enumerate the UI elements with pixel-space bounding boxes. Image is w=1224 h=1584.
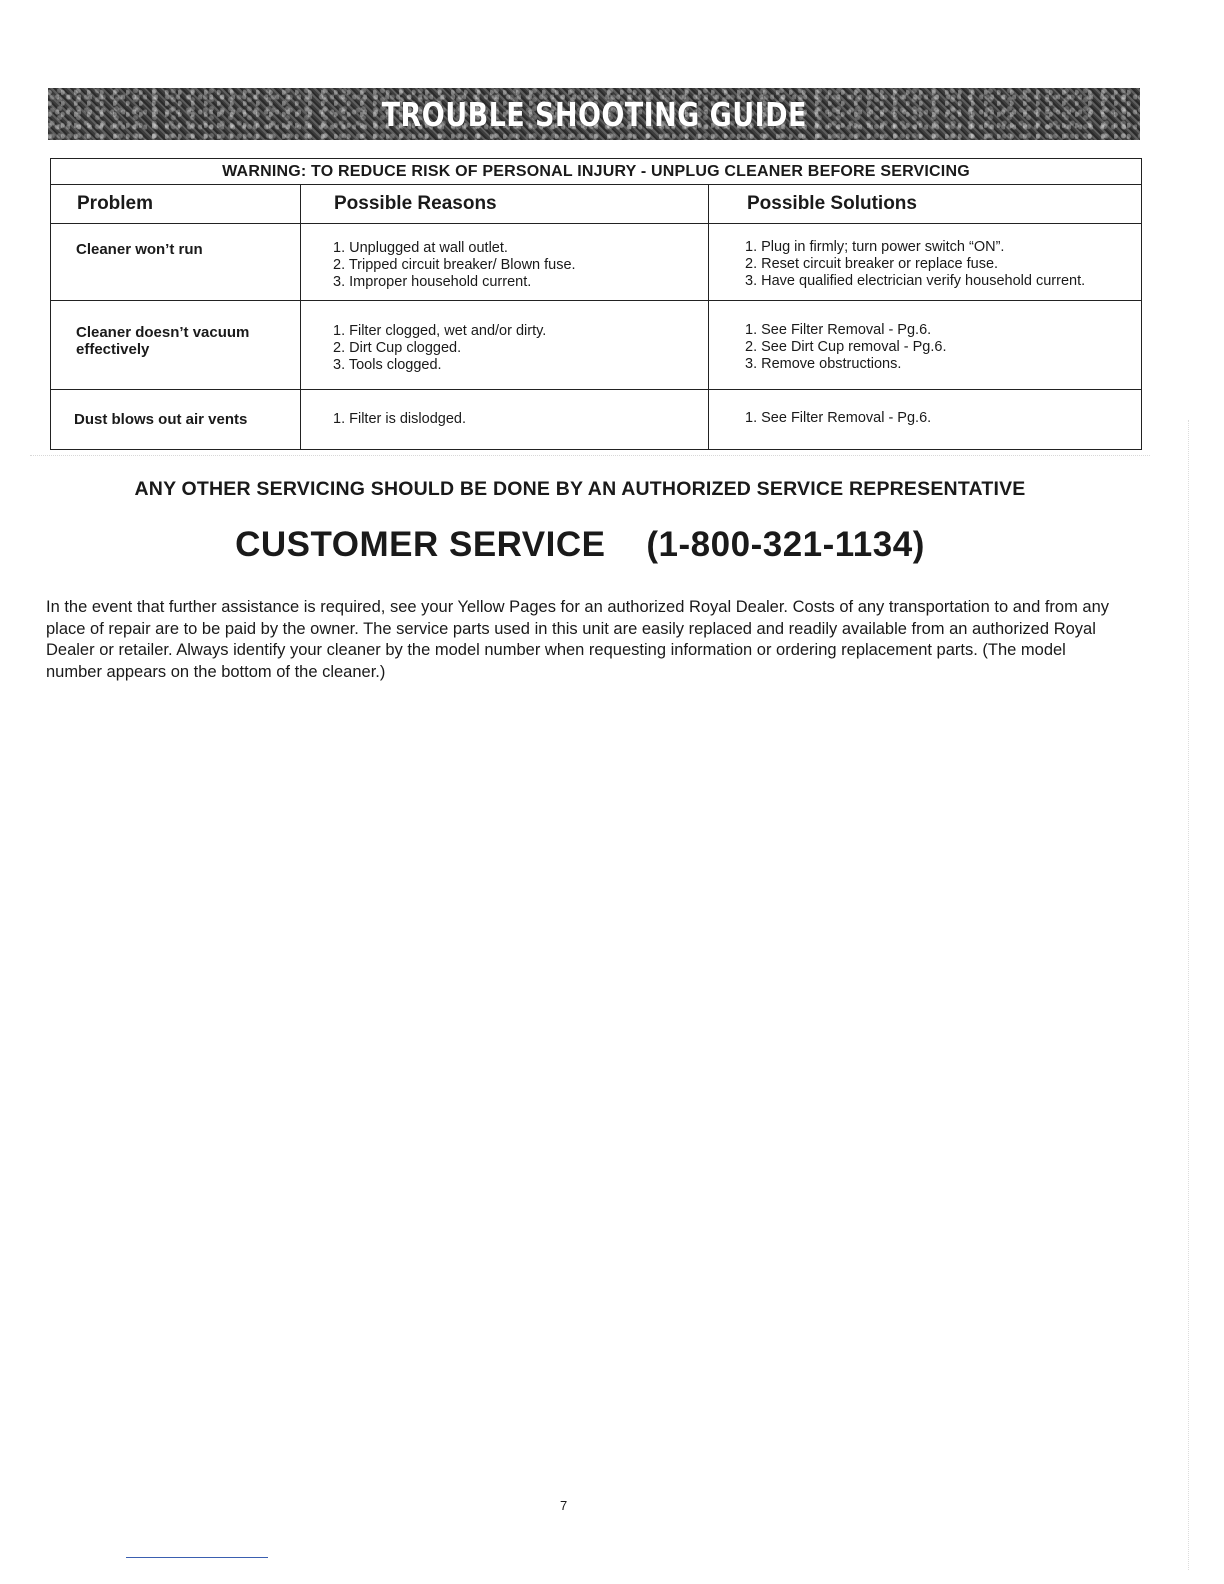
row-divider: [51, 389, 1141, 390]
separator-line: [30, 455, 1150, 456]
problem-cell: Cleaner doesn’t vacuum effectively: [76, 324, 250, 358]
solution-item: 2. See Dirt Cup removal - Pg.6.: [745, 339, 947, 355]
solution-item: 1. Plug in firmly; turn power switch “ON”.: [745, 239, 1005, 255]
page-title: TROUBLE SHOOTING GUIDE: [381, 94, 807, 134]
reason-item: 3. Improper household current.: [333, 274, 532, 290]
service-notice: ANY OTHER SERVICING SHOULD BE DONE BY AN AUTHORIZED SERVICE REPRESENTATIVE: [134, 478, 1026, 500]
solution-item: 3. Have qualified electrician verify household current.: [745, 273, 1086, 289]
solutions-cell: [745, 410, 931, 427]
column-divider: [300, 185, 301, 450]
warning-divider: [51, 184, 1141, 185]
reasons-cell: [333, 240, 576, 291]
scan-edge-line: [1188, 420, 1189, 1570]
reason-item: 3. Tools clogged.: [333, 357, 442, 373]
title-banner: [48, 88, 1140, 140]
reason-item: 1. Filter clogged, wet and/or dirty.: [333, 323, 547, 339]
solution-item: 3. Remove obstructions.: [745, 356, 902, 372]
assistance-paragraph: In the event that further assistance is required, see your Yellow Pages for an authorized Royal Dealer. Costs of any transportation to and from any place of repair are to be paid by the owner. The service parts used in this unit are easily replaced and readily available from an authorized Royal Dealer or retailer. Always identify your cleaner by the model number when requesting information or ordering replacement parts. (The model number appears on the bottom of the cleaner.): [46, 598, 1110, 681]
warning-text: WARNING: TO REDUCE RISK OF PERSONAL INJURY - UNPLUG CLEANER BEFORE SERVICING: [222, 163, 970, 180]
problem-cell: Cleaner won’t run: [76, 241, 203, 258]
solutions-cell: [745, 322, 946, 373]
reason-item: 2. Dirt Cup clogged.: [333, 340, 462, 356]
solution-item: 1. See Filter Removal - Pg.6.: [745, 410, 932, 426]
header-problem: Problem: [77, 193, 154, 214]
customer-service-heading: CUSTOMER SERVICE (1-800-321-1134): [235, 525, 925, 564]
reason-item: 1. Filter is dislodged.: [333, 411, 466, 427]
solution-item: 1. See Filter Removal - Pg.6.: [745, 322, 932, 338]
reason-item: 1. Unplugged at wall outlet.: [333, 240, 508, 256]
reason-item: 2. Tripped circuit breaker/ Blown fuse.: [333, 257, 576, 273]
header-divider: [51, 223, 1141, 224]
troubleshooting-table: [50, 158, 1142, 450]
row-divider: [51, 300, 1141, 301]
column-divider: [708, 185, 709, 450]
page-number: 7: [560, 1498, 568, 1513]
header-solutions: Possible Solutions: [747, 193, 917, 214]
footer-rule: [126, 1557, 268, 1558]
problem-cell: Dust blows out air vents: [74, 411, 248, 428]
solution-item: 2. Reset circuit breaker or replace fuse.: [745, 256, 999, 272]
solutions-cell: [745, 239, 1085, 290]
reasons-cell: [333, 411, 466, 428]
reasons-cell: [333, 323, 546, 374]
header-reasons: Possible Reasons: [334, 193, 497, 214]
